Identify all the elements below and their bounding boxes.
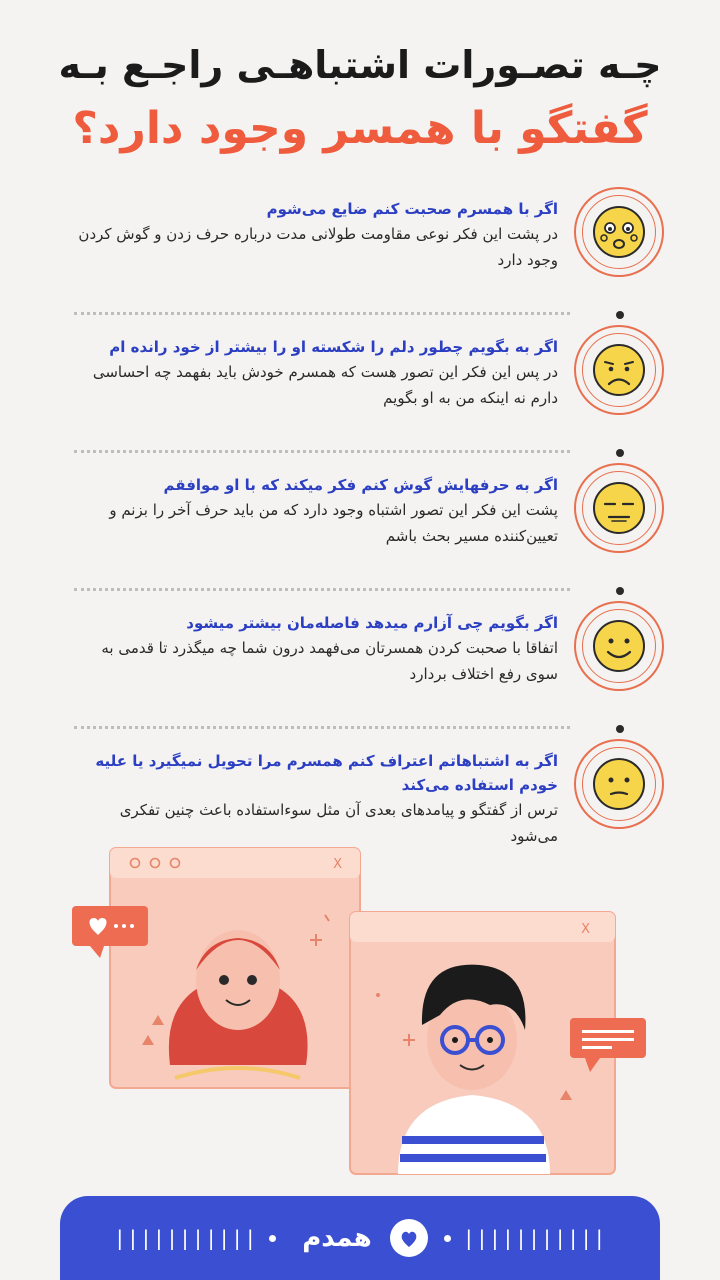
emoji-frame: [574, 601, 664, 691]
smiling-face-icon: [591, 618, 647, 674]
worried-face-icon: [591, 756, 647, 812]
divider-dot: [616, 587, 624, 595]
close-mark: X: [333, 857, 342, 872]
question-text: اگر به حرفهایش گوش کنم فکر میکند که با او موافقم: [163, 476, 558, 494]
emoji-frame: [574, 739, 664, 829]
footer-bar: [60, 1196, 660, 1280]
answer-text: در پشت این فکر نوعی مقاومت طولانی مدت درباره حرف زدن و گوش کردن وجود دارد: [78, 225, 558, 269]
list-item: [70, 323, 664, 461]
decorative-bars-right: |||||||||||: [113, 1226, 258, 1250]
question-text: اگر به اشتباهاتم اعتراف کنم همسرم مرا تحویل نمیگیرد یا علیه خودم استفاده می‌کند: [95, 752, 558, 794]
emoji-frame: [574, 325, 664, 415]
divider-dot: [616, 725, 624, 733]
divider: [74, 450, 570, 453]
divider: [74, 726, 570, 729]
answer-text: در پس این فکر این تصور هست که همسرم خودش باید بفهمد چه احساسی دارم نه اینکه من به او بگویم: [92, 363, 558, 407]
title-line-1: چـه تصـورات اشتباهـی راجـع بـه: [58, 43, 662, 87]
footer-dot: [269, 1235, 276, 1242]
divider-dot: [616, 311, 624, 319]
question-text: اگر با همسرم صحبت کنم ضایع می‌شوم: [266, 200, 558, 218]
answer-text: اتفاقا با صحبت کردن همسرتان می‌فهمد درون شما چه میگذرد تا قدمی به سوی رفع اختلاف بردارد: [101, 639, 558, 683]
question-text: اگر به بگویم چطور دلم را شکسته او را بیشتر از خود رانده ام: [109, 338, 558, 356]
emoji-frame: [574, 463, 664, 553]
divider: [74, 312, 570, 315]
decorative-bars-left: |||||||||||: [462, 1226, 607, 1250]
brand-logo-icon: [390, 1219, 428, 1257]
title-line-2: گفتگو با همسر وجود دارد؟: [72, 103, 648, 154]
expressionless-face-icon: [591, 480, 647, 536]
brand-name: همدم: [302, 1223, 372, 1253]
divider: [74, 588, 570, 591]
conversation-illustration: [60, 840, 660, 1190]
answer-text: ترس از گفتگو و پیامدهای بعدی آن مثل سوءاستفاده باعث چنین تفکری می‌شود: [119, 801, 558, 845]
list-item: [70, 461, 664, 599]
question-text: اگر بگویم چی آزارم میدهد فاصله‌مان بیشتر میشود: [186, 614, 558, 632]
sad-face-icon: [591, 342, 647, 398]
close-mark: X: [581, 922, 590, 937]
list-item: [70, 185, 664, 323]
answer-text: پشت این فکر این تصور اشتباه وجود دارد که من باید حرف آخر را بزنم و تعیین‌کننده مسیر بحث باشم: [109, 501, 558, 545]
divider-dot: [616, 449, 624, 457]
footer-dot: [444, 1235, 451, 1242]
page-title: [40, 36, 680, 164]
list-item: [70, 599, 664, 737]
crying-face-icon: [591, 204, 647, 260]
emoji-frame: [574, 187, 664, 277]
misconceptions-list: [70, 185, 664, 875]
